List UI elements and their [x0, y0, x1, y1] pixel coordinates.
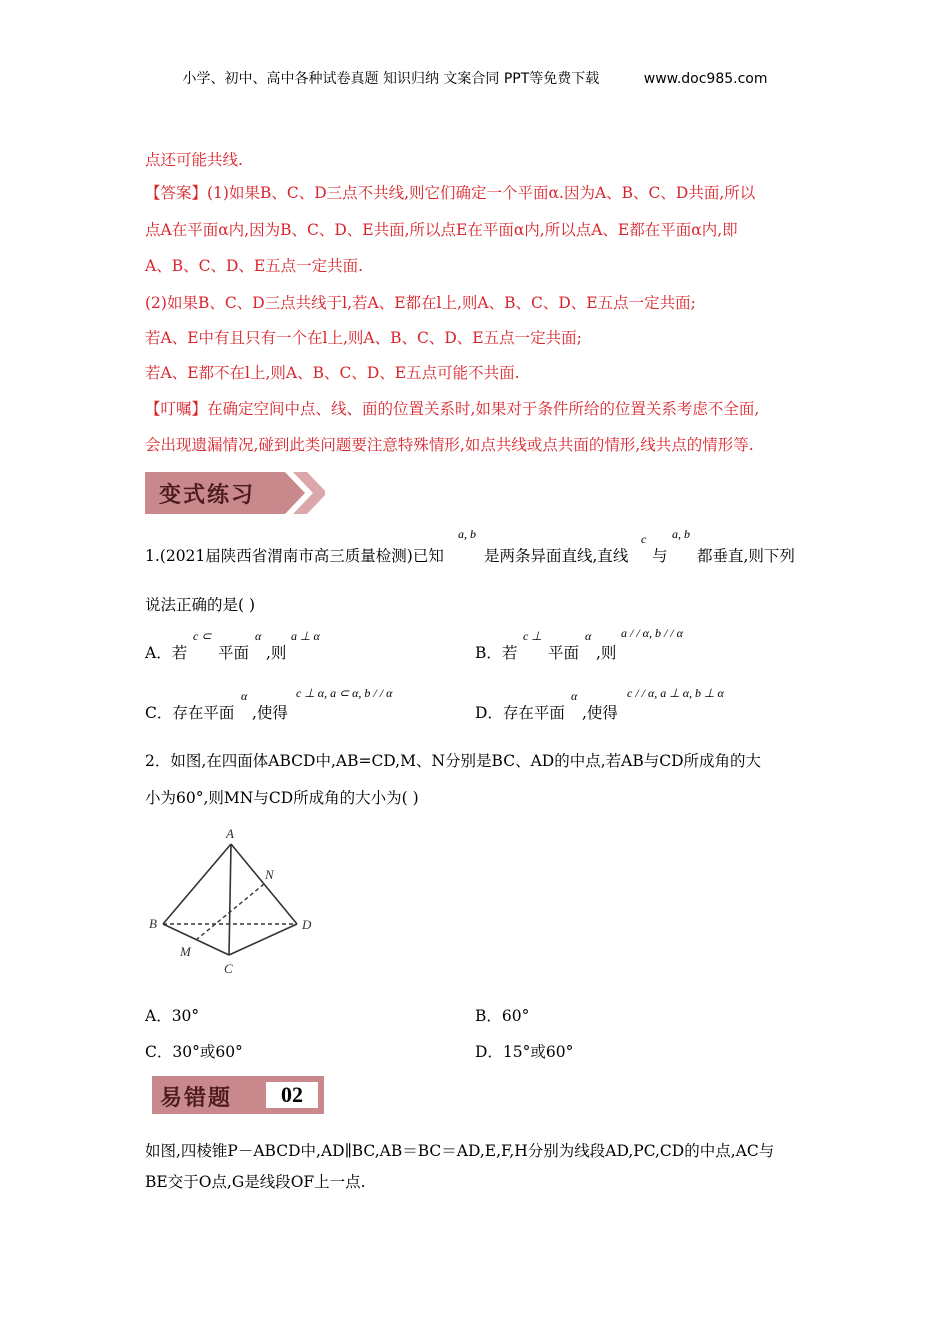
- q1-optD-then: ,使得: [582, 704, 618, 722]
- q1-optD-alpha: α: [571, 689, 578, 703]
- q1-optB-math2: a / / α, b / / α: [621, 626, 683, 640]
- edge-ad: [231, 844, 297, 924]
- label-a: A: [226, 826, 234, 841]
- answer-line-3: A、B、C、D、E五点一定共面.: [145, 257, 364, 275]
- header-text: 小学、初中、高中各种试卷真题 知识归纳 文案合同 PPT等免费下载: [182, 71, 600, 87]
- q1-optA-math1: c ⊂: [193, 629, 212, 643]
- page-header: [0, 68, 950, 88]
- q1-optA-math2: a ⊥ α: [291, 629, 320, 643]
- q1-math-c: c: [641, 532, 647, 546]
- q1-option-a[interactable]: A．若: [145, 644, 188, 662]
- q1-math-ab2: a, b: [672, 527, 690, 541]
- q1-option-b[interactable]: B．若: [475, 644, 518, 662]
- q2-line1: 2．如图,在四面体ABCD中,AB=CD,M、N分别是BC、AD的中点,若AB与CD所成角的大: [145, 752, 761, 770]
- q2-option-d[interactable]: D．15°或60°: [475, 1043, 574, 1061]
- section-banner-practice: [145, 472, 325, 514]
- q1-option-c[interactable]: C．存在平面: [145, 704, 235, 722]
- section-banner-mistakes: [152, 1076, 324, 1114]
- label-d: D: [302, 917, 312, 932]
- answer-line-1: 【答案】(1)如果B、C、D三点不共线,则它们确定一个平面α.因为A、B、C、D共面,所以: [145, 184, 756, 202]
- q2-option-b[interactable]: B．60°: [475, 1007, 530, 1025]
- q1-part4: 都垂直,则下列: [697, 547, 795, 565]
- q1-optC-math: c ⊥ α, a ⊂ α, b / / α: [296, 686, 393, 700]
- banner2-number: 02: [266, 1082, 318, 1108]
- q1-part1: 1.(2021届陕西省渭南市高三质量检测)已知: [145, 547, 444, 565]
- header-url[interactable]: www.doc985.com: [643, 71, 768, 87]
- q1-optD-math: c / / α, a ⊥ α, b ⊥ α: [627, 686, 724, 700]
- answer-line-8: 会出现遗漏情况,碰到此类问题要注意特殊情形,如点共线或点共面的情形,线共点的情形等.: [145, 436, 754, 454]
- q1-optA-mid: 平面: [218, 644, 250, 662]
- label-c: C: [224, 961, 233, 976]
- q2-option-c[interactable]: C．30°或60°: [145, 1043, 243, 1061]
- answer-line-5: 若A、E中有且只有一个在l上,则A、B、C、D、E五点一定共面;: [145, 329, 582, 347]
- q3-line1: 如图,四棱锥P－ABCD中,AD∥BC,AB＝BC＝AD,E,F,H分别为线段AD,PC,CD的中点,AC与: [145, 1142, 775, 1160]
- q1-optA-alpha: α: [255, 629, 262, 643]
- tetrahedron-figure: [145, 822, 325, 982]
- answer-line-4: (2)如果B、C、D三点共线于l,若A、E都在l上,则A、B、C、D、E五点一定共面;: [145, 294, 696, 312]
- answer-line-7: 【叮嘱】在确定空间中点、线、面的位置关系时,如果对于条件所给的位置关系考虑不全面,: [145, 400, 760, 418]
- q1-optB-mid: 平面: [548, 644, 580, 662]
- q1-optC-alpha: α: [241, 689, 248, 703]
- q1-part2: 是两条异面直线,直线: [484, 547, 629, 565]
- banner-label: 变式练习: [159, 482, 256, 508]
- answer-line-0: 点还可能共线.: [145, 151, 243, 169]
- q3-line2: BE交于O点,G是线段OF上一点.: [145, 1173, 366, 1191]
- q2-line2: 小为60°,则MN与CD所成角的大小为( ): [145, 789, 419, 807]
- q1-part3: 与: [652, 547, 668, 565]
- edge-ab: [163, 844, 231, 924]
- edge-cd: [229, 924, 297, 955]
- q1-optA-then: ,则: [266, 644, 287, 662]
- banner2-label: 易错题: [160, 1085, 233, 1111]
- answer-line-2: 点A在平面α内,因为B、C、D、E共面,所以点E在平面α内,所以点A、E都在平面α内,即: [145, 221, 738, 239]
- answer-line-6: 若A、E都不在l上,则A、B、C、D、E五点可能不共面.: [145, 364, 520, 382]
- label-n: N: [265, 867, 274, 882]
- edge-ac: [229, 844, 231, 955]
- q1-optB-then: ,则: [596, 644, 617, 662]
- q1-line1: [145, 544, 444, 566]
- q2-option-a[interactable]: A．30°: [145, 1007, 200, 1025]
- label-m: M: [180, 944, 191, 959]
- q1-optB-math1: c ⊥: [523, 629, 542, 643]
- q1-optC-then: ,使得: [252, 704, 288, 722]
- q1-option-d[interactable]: D．存在平面: [475, 704, 565, 722]
- label-b: B: [149, 916, 157, 931]
- q1-math-ab1: a, b: [458, 527, 476, 541]
- q1-optB-alpha: α: [585, 629, 592, 643]
- q1-line2: 说法正确的是( ): [145, 596, 256, 614]
